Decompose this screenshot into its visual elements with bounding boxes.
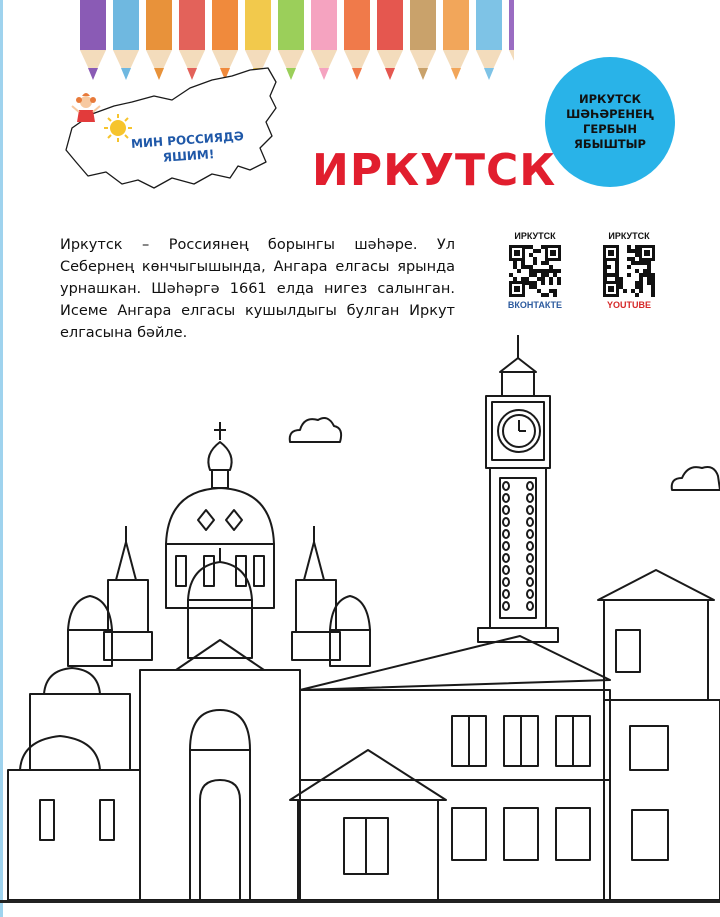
pencil: [344, 0, 370, 80]
small-dome: [68, 596, 112, 630]
pencil: [311, 0, 337, 80]
logo: [62, 66, 284, 194]
pencil: [476, 0, 502, 80]
qr-link-label[interactable]: ВКОНТАКТЕ: [507, 300, 563, 310]
clock-tower: [478, 335, 558, 642]
cathedral: [166, 422, 274, 658]
qr-caption: ИРКУТСК: [514, 231, 556, 241]
pencil: [509, 0, 514, 80]
pencil: [443, 0, 469, 80]
church-lower-left: [8, 640, 300, 900]
building-far-right: [598, 570, 720, 900]
coat-of-arms-badge: [545, 57, 675, 187]
qr-code-icon: [603, 245, 655, 297]
pencil: [410, 0, 436, 80]
badge-line-3: ГЕРБЫН: [583, 122, 637, 136]
city-description: Иркутск – Россиянең борынгы шәһәре. Ул Себернең көнчыгышында, Ангара елгасы ярында урнашкан. Шәһәргә 1661 елда нигез салынган. Исеме Ангара елгасы кушылдыгы булган Иркут елгасына бәйле.: [60, 237, 455, 341]
qr-vkontakte[interactable]: [500, 231, 570, 310]
qr-caption: ИРКУТСК: [608, 231, 650, 241]
cloud-icon: [672, 467, 720, 490]
bottom-border-line: [0, 900, 720, 903]
badge-line-4: ЯБЫШТЫР: [574, 137, 646, 151]
qr-link-label[interactable]: YOUTUBE: [606, 300, 651, 310]
qr-code-icon: [509, 245, 561, 297]
cloud-icon: [290, 418, 341, 442]
logo-line-2: ЯШИМ!: [162, 147, 215, 165]
logo-line-1: МИН РОССИЯДӘ: [130, 129, 245, 151]
pencil: [377, 0, 403, 80]
historic-house: [290, 636, 610, 900]
badge-line-1: ИРКУТСК: [578, 92, 641, 106]
right-bell-tower: [292, 526, 340, 660]
page-title: ИРКУТСК: [312, 145, 557, 196]
qr-youtube[interactable]: [594, 231, 664, 310]
badge-line-2: ШӘҺӘРЕНЕҢ: [566, 107, 654, 121]
city-skyline-coloring: [0, 330, 720, 900]
